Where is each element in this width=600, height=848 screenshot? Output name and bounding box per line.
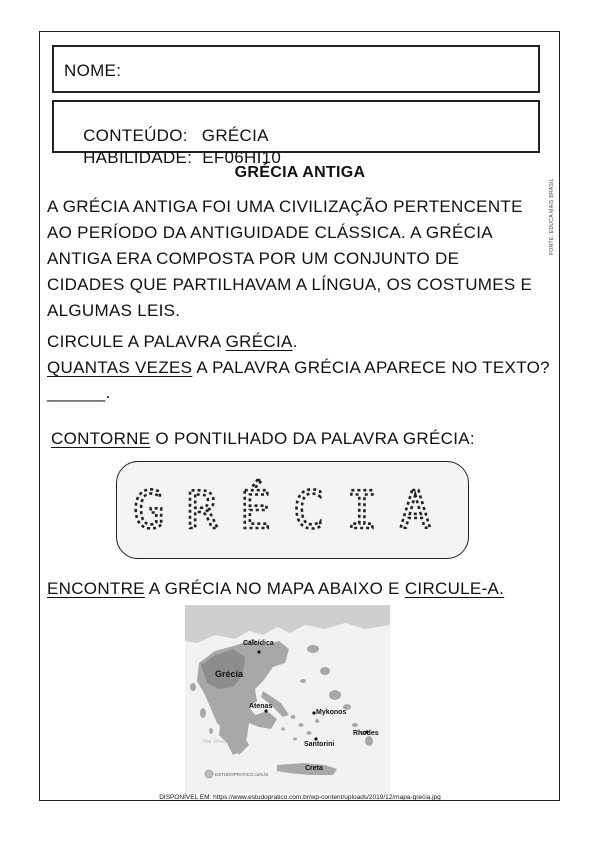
answer-blank[interactable]: ______.	[47, 383, 111, 402]
content-label: CONTEÚDO:	[83, 126, 188, 145]
paragraph-line: A GRÉCIA ANTIGA FOI UMA CIVILIZAÇÃO PERTENCENTE	[47, 197, 523, 216]
page-title: GRÉCIA ANTIGA	[234, 164, 366, 181]
paragraph-line: ANTIGA ERA COMPOSTA POR UM CONJUNTO DE	[47, 249, 460, 268]
dotted-word: GRÉCIA	[133, 481, 453, 541]
map-label-mykonos: Mykonos	[316, 709, 347, 716]
map-label-calcidica: Calcídica	[243, 640, 274, 647]
tracing-box[interactable]	[116, 461, 469, 559]
map-label-rhodes: Rhodes	[353, 730, 379, 737]
name-box[interactable]	[52, 45, 540, 93]
task-circle-word: CIRCULE A PALAVRA GRÉCIA.	[47, 332, 298, 351]
paragraph-line: CIDADES QUE PARTILHAVAM A LÍNGUA, OS COSTUMES E	[47, 275, 533, 294]
source-note: FONTE: EDUCA MAIS BRASIL	[549, 178, 555, 255]
paragraph-line: AO PERÍODO DA ANTIGUIDADE CLÁSSICA. A GRÉCIA	[47, 223, 493, 242]
map-graphic	[185, 605, 390, 793]
task-word: GRÉCIA	[225, 332, 293, 351]
skill-label: HABILIDADE:	[83, 148, 193, 167]
task-find-map: ENCONTRE A GRÉCIA NO MAPA ABAIXO E CIRCULE-A.	[47, 579, 505, 598]
name-label: NOME:	[64, 61, 122, 80]
source-link[interactable]: DISPONÍVEL EM: https://www.estudopratico.com.br/wp-content/uploads/2019/12/mapa-grecia.jpg	[159, 794, 441, 801]
map-label-atenas: Atenas	[249, 703, 273, 710]
task-trace: CONTORNE O PONTILHADO DA PALAVRA GRÉCIA:	[51, 429, 475, 448]
map-label-santorini: Santorini	[304, 741, 335, 748]
map-label-sea: Mar Jônico	[203, 739, 228, 745]
dotted-word-svg	[117, 462, 470, 560]
paragraph-line: ALGUMAS LEIS.	[47, 301, 181, 320]
map-logo: ESTUDOPRATICO.com.br	[215, 772, 269, 777]
map-label-grecia: Grécia	[215, 669, 244, 679]
info-box	[52, 100, 540, 167]
task-count-question: QUANTAS VEZES A PALAVRA GRÉCIA APARECE NO TEXTO?	[47, 358, 550, 377]
skill-value: EF06HI10	[202, 148, 282, 167]
content-value: GRÉCIA	[201, 126, 269, 145]
greece-map[interactable]	[185, 605, 390, 793]
map-label-creta: Creta	[305, 765, 323, 772]
